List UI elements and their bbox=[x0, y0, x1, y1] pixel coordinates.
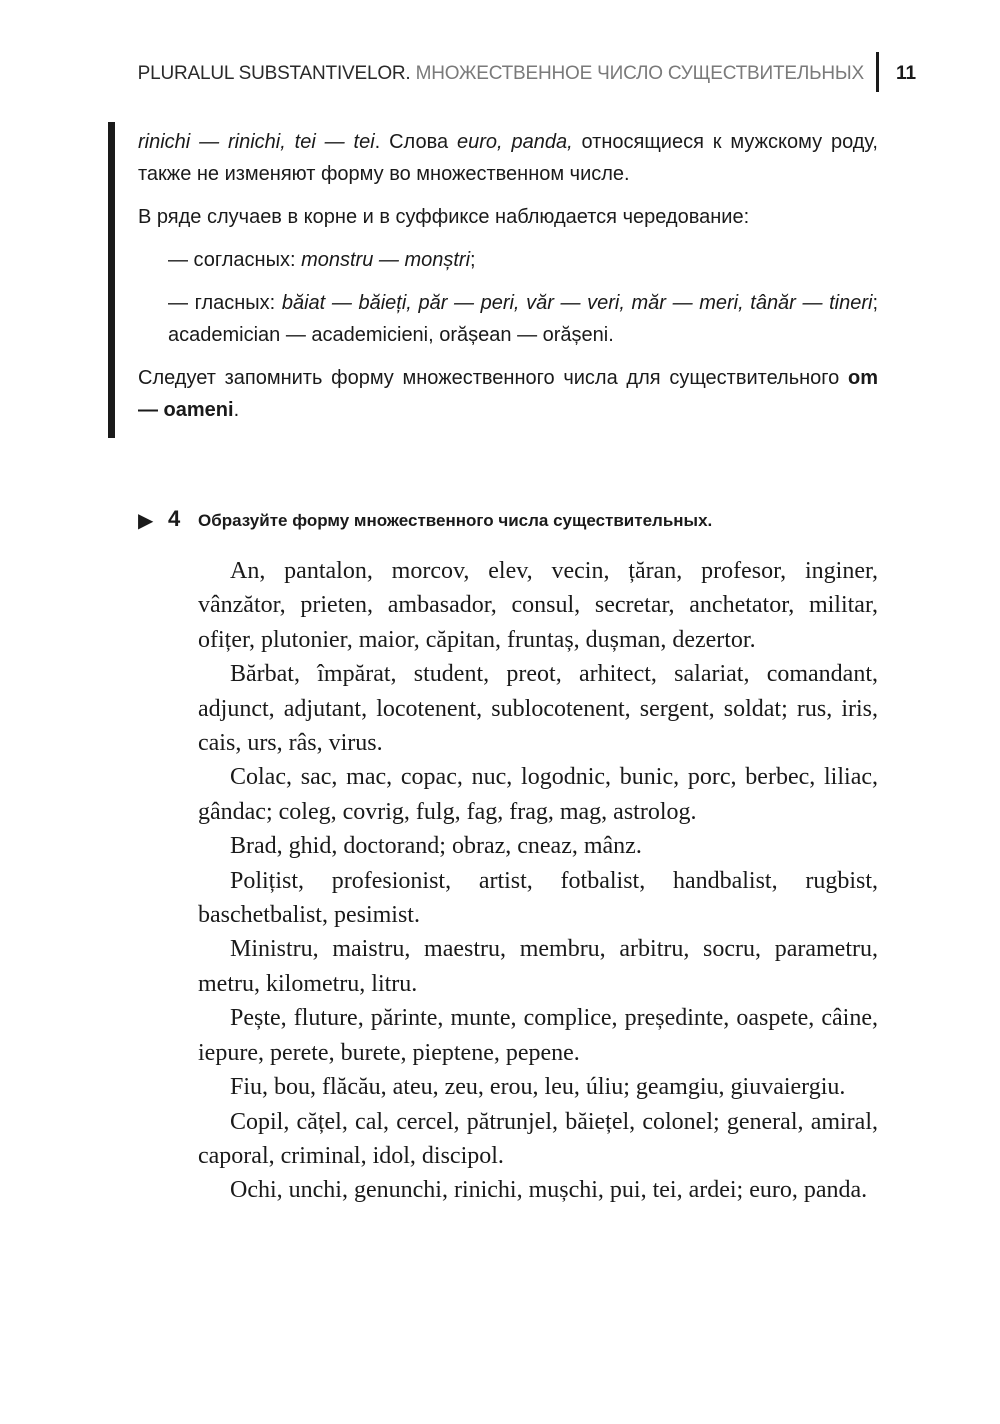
word-group: Brad, ghid, doctorand; obraz, cneaz, mânz. bbox=[230, 833, 642, 860]
rule-text-span: Следует запомнить форму множественного числа для существительного bbox=[138, 367, 848, 389]
rule-text-span: — согласных: bbox=[168, 249, 302, 271]
example-words: euro, panda, bbox=[456, 131, 573, 153]
word-group: An, pantalon, morcov, elev, vecin, țăran, profesor, inginer, vânzător, prieten, ambasador, consul, secretar, anchetator, militar, ofițer, plutonier, maior, căpitan, fruntaș, dușman, dezertor. bbox=[198, 558, 878, 653]
word-group: Fiu, bou, flăcău, ateu, zeu, erou, leu, úliu; geamgiu, giuvaiergiu. bbox=[230, 1074, 846, 1101]
rule-paragraph bbox=[138, 362, 878, 426]
example-words: rinichi — rinichi, tei — tei bbox=[138, 131, 375, 153]
example-words: ; academician — academicieni, orășean — orășeni. bbox=[168, 292, 878, 346]
header-divider bbox=[876, 52, 879, 92]
running-title-cyrillic: МНОЖЕСТВЕННОЕ ЧИСЛО СУЩЕСТВИТЕЛЬНЫХ bbox=[415, 63, 864, 84]
example-words: băiat — băieți, păr — peri, văr — veri, măr — meri, tânăr — tineri bbox=[281, 292, 873, 314]
word-group: Colac, sac, mac, copac, nuc, logodnic, bunic, porc, berbec, liliac, gândac; coleg, covrig, fulg, fag, frag, mag, astrolog. bbox=[198, 764, 878, 825]
running-title bbox=[138, 63, 864, 85]
consonant-alternation bbox=[138, 244, 878, 276]
page-number: 11 bbox=[896, 63, 917, 84]
running-header bbox=[0, 52, 1000, 96]
rule-sidebar-bar bbox=[108, 122, 115, 438]
grammar-rule-block bbox=[108, 122, 888, 438]
example-words: om — oameni bbox=[138, 367, 878, 421]
exercise-word-list bbox=[198, 554, 878, 1208]
rule-text-span: . bbox=[233, 399, 240, 421]
rule-paragraph bbox=[138, 126, 878, 190]
exercise-instruction: Образуйте форму множественного числа существительных. bbox=[198, 511, 713, 530]
word-group: Copil, cățel, cal, cercel, pătrunjel, băiețel, colonel; general, amiral, caporal, criminal, idol, discipol. bbox=[198, 1108, 878, 1169]
exercise-heading bbox=[138, 506, 898, 536]
word-group: Polițist, profesionist, artist, fotbalist, handbalist, rugbist, baschetbalist, pesimist. bbox=[198, 867, 878, 929]
rule-text-span: ; bbox=[470, 249, 476, 271]
rule-text bbox=[138, 126, 878, 437]
rule-text-span: . Слова bbox=[374, 131, 457, 153]
word-group: Bărbat, împărat, student, preot, arhitect, salariat, comandant, adjunct, adjutant, locotenent, sublocotenent, sergent, soldat; rus, iris, cais, urs, râs, virus. bbox=[198, 661, 878, 757]
word-group: Pește, fluture, părinte, munte, complice, președinte, oaspete, câine, iepure, perete, burete, pieptene, pepene. bbox=[198, 1005, 878, 1066]
rule-text-span: относящиеся к мужскому роду, также не изменяют форму во множественном числе. bbox=[138, 131, 878, 185]
example-words: monstru — monștri bbox=[301, 249, 471, 271]
rule-text-span: — гласных: bbox=[168, 292, 282, 314]
play-marker-icon: ▶ bbox=[138, 510, 154, 532]
exercise-number: 4 bbox=[168, 506, 181, 531]
word-group: Ochi, unchi, genunchi, rinichi, mușchi, pui, tei, ardei; euro, panda. bbox=[230, 1177, 868, 1204]
running-title-latin: PLURALUL SUBSTANTIVELOR. bbox=[137, 63, 411, 84]
rule-paragraph: В ряде случаев в корне и в суффиксе наблюдается чередование: bbox=[138, 206, 750, 228]
vowel-alternation bbox=[138, 287, 878, 351]
word-group: Ministru, maistru, maestru, membru, arbitru, socru, parametru, metru, kilometru, litru. bbox=[198, 936, 878, 997]
